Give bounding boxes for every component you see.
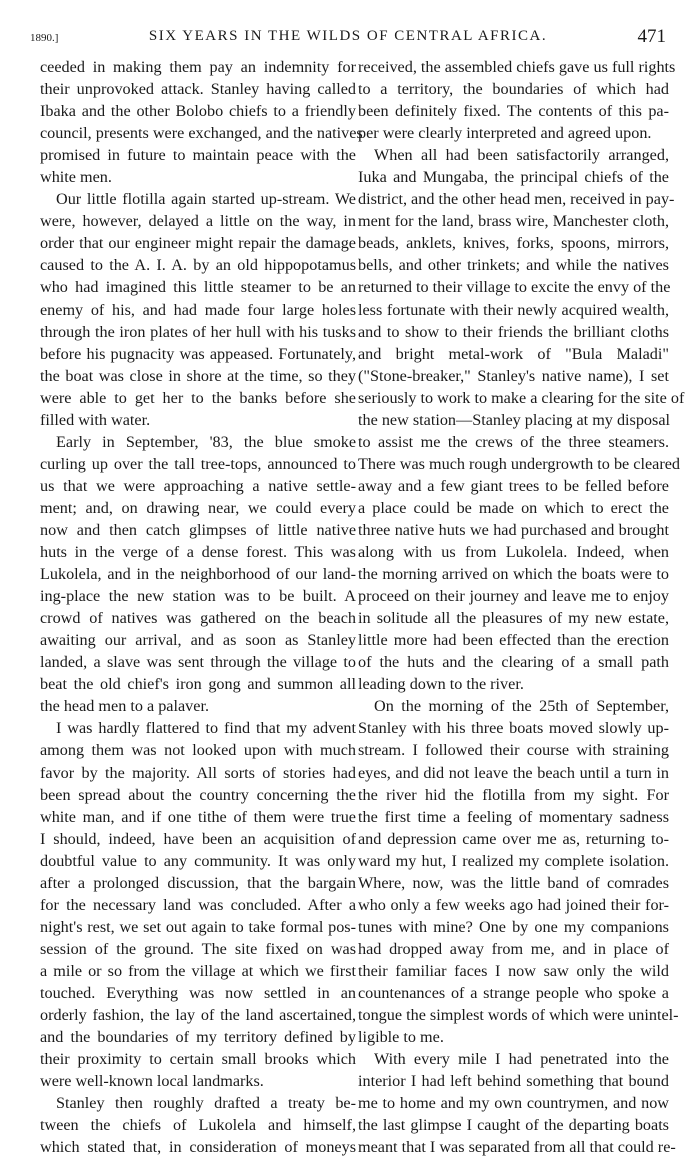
text-line: seriously to work to make a clearing for the site of	[358, 388, 685, 407]
running-title: SIX YEARS IN THE WILDS OF CENTRAL AFRICA.	[148, 28, 548, 44]
text-line: district, and the other head men, received in pay-	[358, 190, 675, 209]
text-line: received, the assembled chiefs gave us full rights	[358, 58, 676, 76]
text-line: proceed on their journey and leave me to enjoy	[358, 587, 669, 606]
text-line: of the huts and the clearing of a small path	[358, 653, 669, 672]
text-line: bells, and other trinkets; and while the natives	[358, 256, 669, 275]
text-line: less fortunate with their newly acquired wealth,	[358, 300, 669, 319]
text-line: I should, indeed, have been an acquisition of	[40, 829, 356, 848]
text-line: touched. Everything was now settled in an	[40, 983, 356, 1002]
text-line: stream. I followed their course with straining	[358, 741, 669, 760]
text-line: their unprovoked attack. Stanley having called	[40, 80, 356, 99]
text-line: the river hid the flotilla from my sight. For	[358, 785, 669, 804]
text-line: a mile or so from the village at which we first	[40, 961, 356, 980]
text-line: ceeded in making them pay an indemnity for	[40, 58, 356, 76]
text-line: to a territory, the boundaries of which had	[358, 80, 669, 99]
text-line: ("Stone-breaker," Stanley's native name), I set	[358, 366, 669, 385]
text-line: ward my hut, I realized my complete isolation.	[358, 851, 669, 870]
text-line: us that we were approaching a native settle-	[40, 476, 356, 495]
page-number: 471	[637, 26, 666, 47]
header-date: 1890.]	[30, 32, 59, 44]
text-line: white men.	[40, 168, 112, 187]
text-line: me to home and my own countrymen, and now	[358, 1094, 669, 1113]
text-line: returned to their village to excite the envy of the	[358, 278, 671, 297]
text-line: doubtful value to any community. It was only	[40, 851, 356, 870]
text-line: who only a few weeks ago had joined their for-	[358, 895, 669, 914]
text-line: white man, and if one tithe of them were true	[40, 807, 356, 826]
text-line: night's rest, we set out again to take formal pos-	[40, 917, 356, 936]
left-column	[40, 56, 363, 1158]
text-line: before his pugnacity was appeased. Fortunately,	[40, 344, 356, 363]
text-line: landed, a slave was sent through the village to	[40, 653, 356, 672]
text-line: been spread about the country concerning the	[40, 785, 356, 804]
text-line: now and then catch glimpses of little native	[40, 520, 356, 539]
text-line: On the morning of the 25th of September,	[374, 697, 669, 716]
text-line: orderly fashion, the lay of the land ascertained,	[40, 1006, 356, 1025]
text-line: Stanley with his three boats moved slowly up-	[358, 719, 669, 738]
text-line: There was much rough undergrowth to be cleared	[358, 454, 680, 473]
text-line: per were clearly interpreted and agreed upon.	[358, 124, 652, 143]
text-line: eyes, and did not leave the beach until a turn in	[358, 763, 669, 782]
text-line: tunes with mine? One by one my companions	[358, 917, 669, 936]
text-line: along with us from Lukolela. Indeed, when	[358, 543, 669, 562]
text-line: beat the old chief's iron gong and summon all	[40, 675, 356, 694]
text-line: promised in future to maintain peace with the	[40, 146, 356, 165]
right-column	[358, 56, 685, 1158]
text-line: after a prolonged discussion, that the bargain	[40, 873, 356, 892]
text-line: I was hardly flattered to find that my advent	[56, 719, 356, 738]
text-line: the last glimpse I caught of the departing boats	[358, 1116, 669, 1135]
text-line: through the iron plates of her hull with his tusks	[40, 322, 356, 341]
text-line: When all had been satisfactorily arranged,	[374, 146, 669, 165]
text-line: Where, now, was the little band of comrades	[358, 873, 669, 892]
text-line: ing-place the new station was to be built. A	[40, 587, 356, 606]
text-line: their proximity to certain small brooks which	[40, 1050, 356, 1069]
text-line: countenances of a strange people who spoke a	[358, 983, 669, 1002]
text-line: which stated that, in consideration of moneys	[40, 1138, 356, 1157]
text-line: Iuka and Mungaba, the principal chiefs of the	[358, 168, 669, 187]
text-line: the boat was close in shore at the time, so they	[40, 366, 356, 385]
text-line: crowd of natives was gathered on the beach	[40, 609, 356, 628]
text-line: favor by the majority. All sorts of stories had	[40, 763, 356, 782]
text-line: the new station—Stanley placing at my disposal	[358, 410, 671, 429]
text-line: away and a few giant trees to be felled before	[358, 476, 669, 495]
text-line: to assist me the crews of the three steamers.	[358, 432, 669, 451]
text-line: huts in the verge of a dense forest. This was	[40, 543, 356, 562]
text-line: little more had been effected than the erection	[358, 631, 669, 650]
text-line: been definitely fixed. The contents of this pa-	[358, 102, 669, 121]
text-line: curling up over the tall tree-tops, announced to	[40, 454, 356, 473]
text-line: beads, anklets, knives, forks, spoons, mirrors,	[358, 234, 669, 253]
text-line: council, presents were exchanged, and the natives	[40, 124, 363, 143]
text-line: and depression came over me as, returning to-	[358, 829, 669, 848]
text-line: Early in September, '83, the blue smoke	[56, 432, 356, 451]
text-line: ment; and, on drawing near, we could every	[40, 498, 356, 517]
text-line: tongue the simplest words of which were unintel-	[358, 1006, 679, 1025]
text-line: leading down to the river.	[358, 675, 524, 694]
text-line: caused to the A. I. A. by an old hippopotamus	[40, 256, 356, 275]
text-line: enemy of his, and had made four large holes	[40, 300, 356, 319]
text-line: order that our engineer might repair the damage	[40, 234, 356, 253]
text-line: session of the ground. The site fixed on was	[40, 939, 356, 958]
text-line: awaiting our arrival, and as soon as Stanley	[40, 631, 356, 650]
text-line: had dropped away from me, and in place of	[358, 939, 669, 958]
text-line: interior I had left behind something that bound	[358, 1072, 669, 1091]
text-line: who had imagined this little steamer to be an	[40, 278, 356, 297]
text-line: ligible to me.	[358, 1028, 444, 1047]
text-line: Ibaka and the other Bolobo chiefs to a friendly	[40, 102, 356, 121]
text-line: the head men to a palaver.	[40, 697, 209, 716]
text-line: were well-known local landmarks.	[40, 1072, 264, 1091]
text-line: were, however, delayed a little on the way, in	[40, 212, 356, 231]
text-line: Stanley then roughly drafted a treaty be-	[56, 1094, 356, 1113]
text-line: Our little flotilla again started up-stream. We	[56, 190, 356, 209]
text-line: ment for the land, brass wire, Manchester cloth,	[358, 212, 669, 231]
text-line: the morning arrived on which the boats were to	[358, 565, 669, 584]
page-header	[30, 28, 666, 50]
text-line: meant that I was separated from all that could re-	[358, 1138, 676, 1157]
text-line: tween the chiefs of Lukolela and himself,	[40, 1116, 356, 1135]
text-line: the first time a feeling of momentary sadness	[358, 807, 669, 826]
text-line: filled with water.	[40, 410, 151, 429]
text-line: and the boundaries of my territory defined by	[40, 1028, 356, 1047]
text-line: a place could be made on which to erect the	[358, 498, 669, 517]
text-line: With every mile I had penetrated into the	[374, 1050, 669, 1069]
text-line: for the necessary land was concluded. After a	[40, 895, 356, 914]
text-line: among them was not looked upon with much	[40, 741, 356, 760]
text-line: three native huts we had purchased and brought	[358, 520, 669, 539]
text-line: Lukolela, and in the neighborhood of our land-	[40, 565, 356, 584]
text-line: and to show to their friends the brilliant cloths	[358, 322, 669, 341]
text-line: in solitude all the pleasures of my new estate,	[358, 609, 669, 628]
text-line: were able to get her to the banks before she	[40, 388, 356, 407]
text-line: their familiar faces I now saw only the wild	[358, 961, 669, 980]
text-line: and bright metal-work of "Bula Maladi"	[358, 344, 669, 363]
